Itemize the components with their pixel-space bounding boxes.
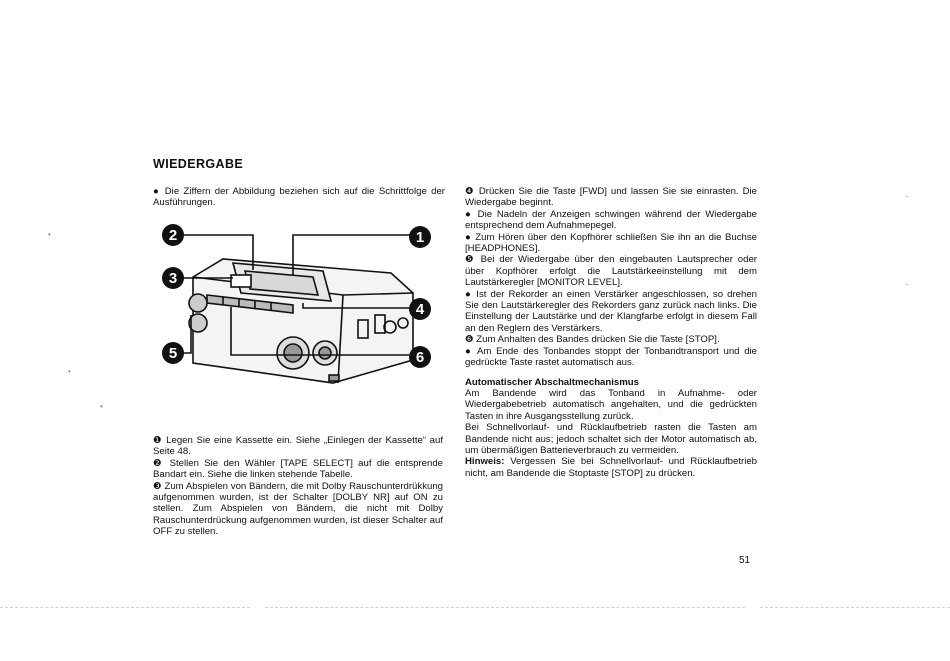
note-amplifier: ● Ist der Rekorder an einen Verstärker angeschlossen, so drehen Sie den Lautstärkeregler des Rekorders ganz zurück nach links. Die Einstellung der Lautstärke und der Klangfarbe erfolgt in diesem Fall an den Reglern des Verstärkers. xyxy=(465,288,757,334)
callout-1 xyxy=(409,226,431,248)
note-meters: ● Die Nadeln der Anzeigen schwingen während der Wiedergabe entsprechend dem Aufnahmepegel. xyxy=(465,208,757,232)
intro-text: ● Die Ziffern der Abbildung beziehen sich auf die Schrittfolge der Ausführungen. xyxy=(153,186,445,209)
callout-4-label: 4 xyxy=(415,301,425,318)
callout-6-label: 6 xyxy=(415,349,425,366)
callout-4 xyxy=(409,298,431,320)
callout-2 xyxy=(162,224,184,246)
callout-3-label: 3 xyxy=(168,270,178,287)
note-tape-end: ● Am Ende des Tonbandes stoppt der Tonbandtransport und die gedrückte Taste rastet automatisch aus. xyxy=(465,345,757,369)
hint-text: Vergessen Sie bei Schnellvorlauf- und Rücklaufbetrieb nicht, am Bandende die Stoptaste [STOP] zu drücken. xyxy=(465,456,757,479)
left-steps xyxy=(153,435,443,538)
hint-paragraph xyxy=(465,456,757,479)
step-2: ❷ Stellen Sie den Wähler [TAPE SELECT] auf die entsprende Bandart ein. Siehe die linken stehende Tabelle. xyxy=(153,457,443,481)
callout-1-label: 1 xyxy=(415,229,425,246)
right-column xyxy=(465,186,757,479)
step-5: ❺ Bei der Wiedergabe über den eingebauten Lautsprecher oder über Kopfhörer erfolgt die Lautstärkeeinstellung mit dem Lautstärkeregler [MONITOR LEVEL]. xyxy=(465,254,757,289)
auto-shutoff-p1: Am Bandende wird das Tonband in Aufnahme- oder Wiedergabebetrieb automatisch angehalten, und die gedrückten Tasten in ihre Ausgangsstellung zurück. xyxy=(465,387,757,422)
step-6: ❻ Zum Anhalten des Bandes drücken Sie die Taste [STOP]. xyxy=(465,334,720,346)
recorder-illustration xyxy=(153,215,443,385)
note-headphones: ● Zum Hören über den Kopfhörer schließen Sie ihn an die Buchse [HEADPHONES]. xyxy=(465,231,757,255)
callout-6 xyxy=(409,346,431,368)
callout-5 xyxy=(162,342,184,364)
auto-shutoff-heading: Automatischer Abschaltmechanismus xyxy=(465,376,639,388)
auto-shutoff-p2: Bei Schnellvorlauf- und Rücklaufbetrieb rasten die Tasten am Bandende nicht aus; jedoch schaltet sich der Motor automatisch ab, um übermäßigen Batterieverbrauch zu vermeiden. xyxy=(465,422,757,456)
hint-label: Hinweis: xyxy=(465,456,505,468)
intro-bullet xyxy=(153,186,445,209)
callout-2-label: 2 xyxy=(168,227,178,244)
page-number: 51 xyxy=(739,555,751,566)
callout-5-label: 5 xyxy=(168,345,178,362)
callout-3 xyxy=(162,267,184,289)
step-4: ❹ Drücken Sie die Taste [FWD] und lassen Sie sie einrasten. Die Wiedergabe beginnt. xyxy=(465,186,757,209)
step-1: ❶ Legen Sie eine Kassette ein. Siehe „Einlegen der Kassette“ auf Seite 48. xyxy=(153,435,443,458)
step-3: ❸ Zum Abspielen von Bändern, die mit Dolby Rauschunterdrükkung aufgenommen wurden, ist der Schalter [DOLBY NR] auf ON zu stellen. Zum Abspielen von Bändern, die nicht mit Dolby Rauschunterdrückung aufgenommen wurden, ist dieser Schalter auf OFF zu stellen. xyxy=(153,480,443,538)
page-heading: WIEDERGABE xyxy=(153,157,244,171)
